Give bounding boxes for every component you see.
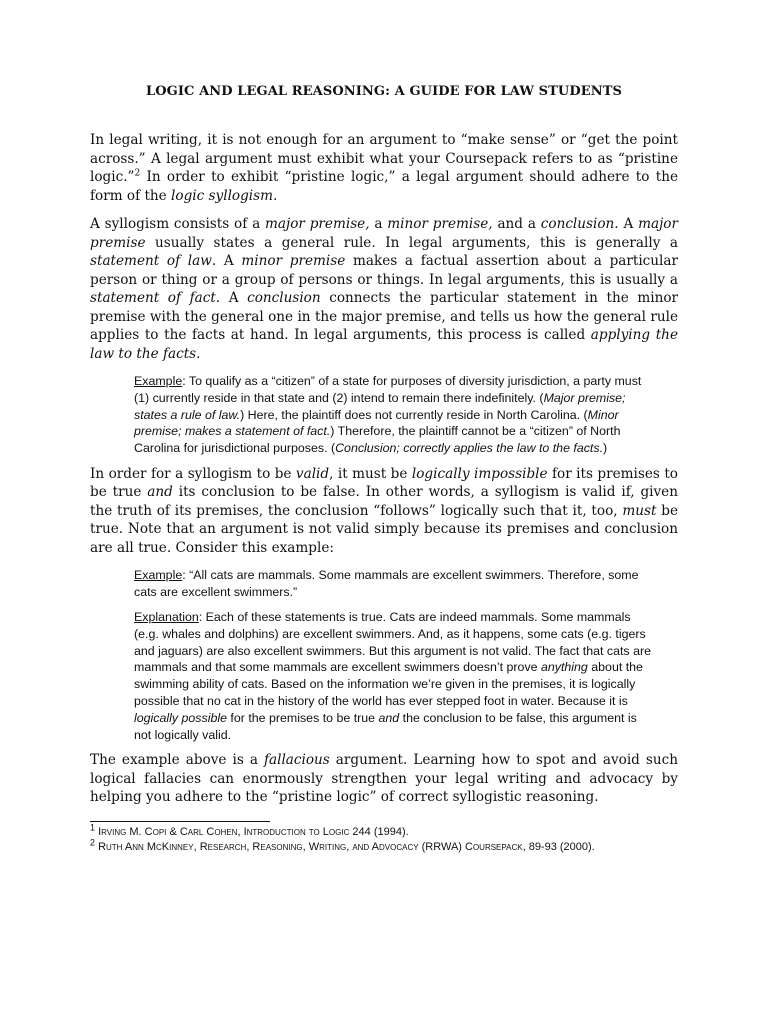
example-label: Example	[134, 374, 183, 388]
footnote-divider	[90, 821, 270, 822]
paragraph-validity: In order for a syllogism to be valid, it must be logically impossible for its premises to be true and its conclusion to be false. In other words, a syllogism is valid if, given the truth of its premises, the conclusion “follows” logically such that it, too, must be true. Note that an argument is not valid simply because its premises and conclusion are all true. Consider this example:	[90, 465, 678, 556]
explanation-cats: Explanation: Each of these statements is true. Cats are indeed mammals. Some mammals (e.g. whales and dolphins) are excellent swimmers. And, as it happens, some cats (e.g. tigers and jaguars) are also excellent swimmers. But this argument is not valid. The fact that cats are mammals and that some mammals are excellent swimmers doesn’t prove anything about the swimming ability of cats. Based on the information we’re given in the premises, it is logically possible that no cat in the history of the world has ever stepped foot in water. Because it is logically possible for the premises to be true and the conclusion to be false, this argument is not logically valid.	[134, 610, 651, 742]
document-page	[90, 80, 678, 856]
paragraph-intro: In legal writing, it is not enough for an argument to “make sense” or “get the point across.” A legal argument must exhibit what your Coursepack refers to as “pristine logic.”$^2$ In order to exhibit “pristine logic,” a legal argument should adhere to the form of the logic syllogism.	[90, 132, 678, 204]
example-label: Example	[134, 568, 183, 583]
example-citizen: Example: To qualify as a “citizen” of a state for purposes of diversity jurisdiction, a party must (1) currently reside in that state and (2) intend to remain there indefinitely. (Major premise; states a rule of law.) Here, the plaintiff does not currently reside in North Carolina. (Minor premise; makes a statement of fact.) Therefore, the plaintiff cannot be a “citizen” of North Carolina for jurisdictional purposes. (Conclusion; correctly applies the law to the facts.)	[134, 374, 642, 456]
paragraph-fallacious: The example above is a fallacious argument. Learning how to spot and avoid such logical fallacies can enormously strengthen your legal writing and advocacy by helping you adhere to the “pristine logic” of correct syllogistic reasoning.	[90, 752, 679, 806]
footnote-ref-2[interactable]: 2	[134, 168, 141, 179]
example-cats: Example: “All cats are mammals. Some mammals are excellent swimmers. Therefore, some cats are excellent swimmers.”	[134, 568, 639, 600]
explanation-label: Explanation	[134, 610, 199, 625]
page-title: LOGIC AND LEGAL REASONING: A GUIDE FOR LAW STUDENTS	[145, 84, 623, 99]
paragraph-syllogism-definition: A syllogism consists of a major premise, a minor premise, and a conclusion. A major premise usually states a general rule. In legal arguments, this is generally a statement of law. A minor premise makes a factual assertion about a particular person or thing or a group of persons or things. In legal arguments, this is usually a statement of fact. A conclusion connects the particular statement in the minor premise with the general one in the major premise, and tells us how the general rule applies to the facts at hand. In legal arguments, this process is called applying the law to the facts.	[90, 216, 679, 362]
footnote-1: $^1$ Irving M. Copi & Carl Cohen, Introduction to Logic 244 (1994).	[90, 822, 409, 838]
footnote-2: $^2$ Ruth Ann McKinney, Research, Reasoning, Writing, and Advocacy (RRWA) Coursepack, 89-93 (2000).	[90, 837, 595, 853]
